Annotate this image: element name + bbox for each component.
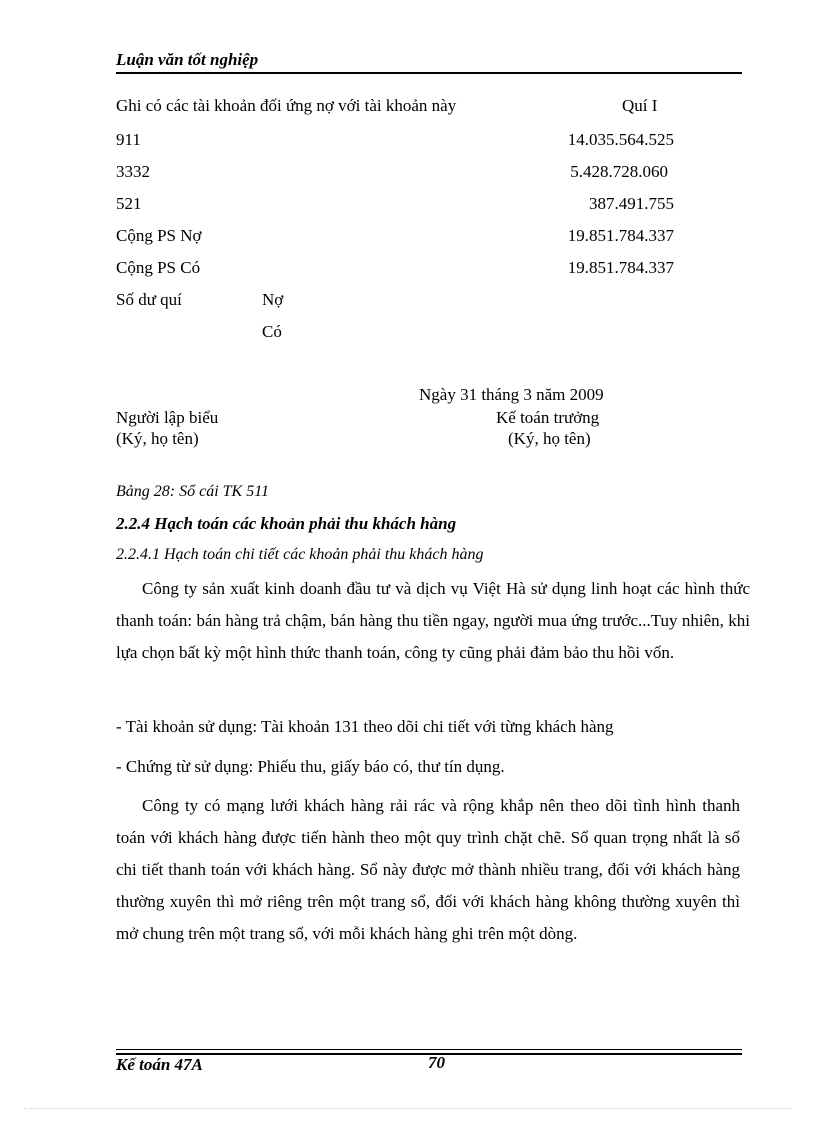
ledger-row-account: Cộng PS Nợ	[116, 226, 202, 245]
footer-label: Kế toán 47A	[116, 1055, 203, 1074]
ledger-row-value: 387.491.755	[589, 194, 674, 213]
header-rule	[116, 72, 742, 74]
ledger-row-value: 19.851.784.337	[567, 226, 674, 245]
ledger-row-account: 521	[116, 194, 142, 213]
ledger-heading-period: Quí I	[622, 96, 658, 115]
paragraph: Công ty có mạng lưới khách hàng rải rác và rộng khắp nên theo dõi tình hình thanh toán với khách hàng được tiến hành theo một quy trình chặt chẽ. Sổ quan trọng nhất là sổ chi tiết thanh toán với khách hàng. Sổ này được mở thành nhiều trang, đối với khách hàng thường xuyên thì mở riêng trên một trang sổ, đối với khách hàng không thường xuyên thì mở chung trên một trang sổ, với mỗi khách hàng ghi trên một dòng.	[116, 796, 740, 943]
preparer-title: Người lập biểu	[116, 408, 219, 427]
ledger-row-value: 14.035.564.525	[567, 130, 674, 149]
paragraph: Công ty sản xuất kinh doanh đầu tư và dịch vụ Việt Hà sử dụng linh hoạt các hình thức thanh toán: bán hàng trả chậm, bán hàng thu tiền ngay, người mua ứng trước...Tuy nhiên, khi lựa chọn bất kỳ một hình thức thanh toán, công ty cũng phải đảm bảo thu hồi vốn.	[116, 579, 750, 662]
balance-credit-label: Có	[262, 322, 282, 341]
table-caption: Bảng 28: Sổ cái TK 511	[116, 483, 270, 500]
page-edge-divider	[24, 1108, 792, 1109]
preparer-note: (Ký, họ tên)	[116, 429, 199, 448]
page-number: 70	[428, 1053, 445, 1072]
accountant-title: Kế toán trưởng	[496, 408, 600, 427]
balance-label: Số dư quí	[116, 290, 182, 309]
bullet-item: - Chứng từ sử dụng: Phiếu thu, giấy báo có, thư tín dụng.	[116, 757, 505, 776]
bullet-item: - Tài khoản sử dụng: Tài khoản 131 theo dõi chi tiết với từng khách hàng	[116, 717, 614, 736]
balance-debit-label: Nợ	[262, 290, 284, 309]
subsection-title: 2.2.4.1 Hạch toán chi tiết các khoản phải thu khách hàng	[116, 546, 484, 563]
ledger-heading-label: Ghi có các tài khoản đối ứng nợ với tài khoản này	[116, 96, 457, 115]
accountant-note: (Ký, họ tên)	[508, 429, 591, 448]
ledger-row-value: 5.428.728.060	[570, 162, 668, 181]
section-title: 2.2.4 Hạch toán các khoản phải thu khách hàng	[116, 514, 457, 533]
signature-date: Ngày 31 tháng 3 năm 2009	[419, 385, 604, 404]
ledger-row-account: 911	[116, 130, 141, 149]
ledger-row-account: Cộng PS Có	[116, 258, 201, 277]
ledger-row-account: 3332	[116, 162, 150, 181]
footer-rule	[116, 1049, 742, 1050]
ledger-row-value: 19.851.784.337	[567, 258, 674, 277]
header-title: Luận văn tốt nghiệp	[116, 50, 259, 69]
